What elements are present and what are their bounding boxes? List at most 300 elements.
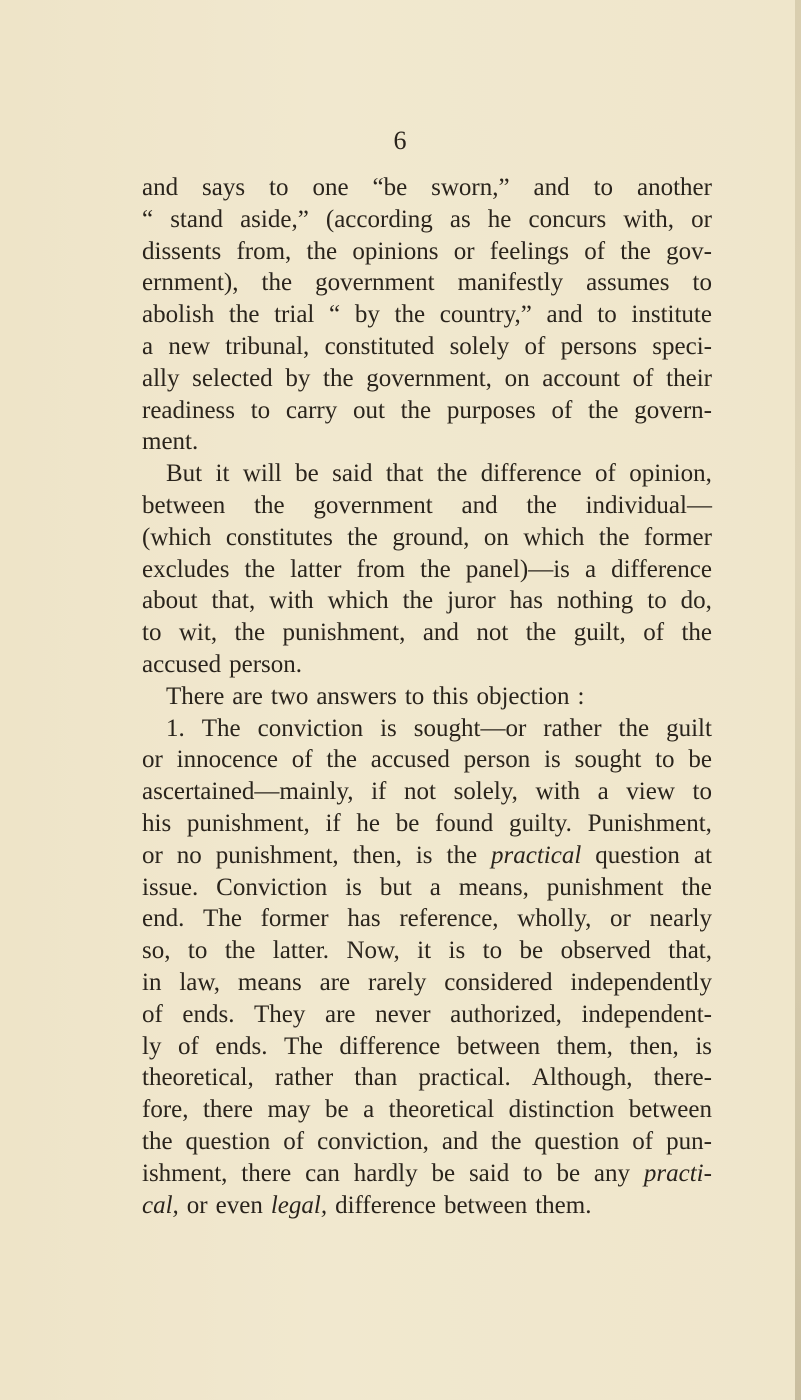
word: the bbox=[228, 301, 260, 329]
word: of bbox=[584, 237, 606, 265]
word: punishment bbox=[546, 873, 664, 901]
word: there- bbox=[653, 1064, 712, 1092]
text-line bbox=[142, 776, 712, 808]
word: punishment, bbox=[282, 619, 406, 647]
text-line bbox=[142, 172, 712, 204]
word: them. bbox=[535, 1191, 592, 1219]
word: the bbox=[142, 1127, 173, 1155]
word: dissents bbox=[142, 237, 222, 265]
word: and bbox=[533, 174, 570, 201]
word: to bbox=[269, 174, 289, 201]
word: are bbox=[324, 1000, 356, 1028]
word: rarely bbox=[368, 968, 427, 996]
word: so, bbox=[142, 937, 171, 965]
word: the bbox=[436, 460, 468, 488]
word: never bbox=[375, 1000, 431, 1028]
text-line bbox=[142, 490, 712, 522]
word: be bbox=[556, 1159, 581, 1187]
word: issue. bbox=[142, 873, 199, 901]
text-line bbox=[142, 554, 712, 586]
word: new bbox=[168, 332, 211, 360]
word: law, bbox=[179, 968, 221, 996]
word: be bbox=[324, 1096, 349, 1124]
word: purposes bbox=[446, 396, 536, 424]
text-line bbox=[142, 204, 712, 236]
word: may bbox=[267, 1096, 311, 1124]
word: a bbox=[597, 778, 609, 806]
word: opinions bbox=[352, 237, 439, 265]
word: (which bbox=[142, 523, 212, 551]
word: between bbox=[628, 1096, 712, 1124]
word: accused bbox=[370, 746, 450, 774]
word: pun- bbox=[666, 1127, 712, 1155]
word: than bbox=[354, 1064, 398, 1092]
word: the bbox=[306, 237, 338, 265]
word: punishment, bbox=[215, 841, 339, 869]
word: the bbox=[323, 364, 354, 392]
word: punishment, bbox=[186, 809, 310, 837]
word: is bbox=[544, 746, 561, 774]
word: solely, bbox=[453, 778, 518, 806]
word: their bbox=[666, 364, 712, 392]
word: theoretical bbox=[388, 1096, 495, 1124]
word: independent- bbox=[581, 1000, 712, 1028]
word: and bbox=[441, 1127, 478, 1155]
word: “be bbox=[372, 174, 408, 201]
word: ishment, bbox=[142, 1159, 228, 1187]
word: which bbox=[327, 587, 389, 615]
word: not bbox=[404, 778, 436, 806]
word: hardly bbox=[353, 1159, 418, 1187]
word: cal, bbox=[142, 1191, 179, 1219]
word: the bbox=[420, 555, 451, 583]
word: speci- bbox=[652, 332, 712, 360]
word: government bbox=[313, 491, 433, 519]
word: But bbox=[166, 460, 203, 488]
word: be bbox=[395, 809, 420, 837]
word: government, bbox=[366, 364, 492, 392]
word: that, bbox=[211, 587, 256, 615]
word: practical bbox=[491, 841, 582, 869]
word: be bbox=[519, 937, 544, 965]
word: the bbox=[326, 746, 357, 774]
word: is bbox=[415, 841, 433, 869]
word: as bbox=[449, 205, 471, 233]
word: excludes bbox=[142, 555, 230, 583]
word: practi- bbox=[643, 1159, 712, 1187]
word: or bbox=[142, 746, 163, 774]
word: accused bbox=[142, 650, 222, 678]
word: about bbox=[142, 587, 198, 615]
word: country,” bbox=[439, 301, 532, 329]
word: of bbox=[643, 619, 665, 647]
word: constituted bbox=[324, 332, 435, 360]
word: to bbox=[142, 619, 162, 647]
word: be bbox=[688, 746, 712, 774]
word: of bbox=[291, 746, 313, 774]
word: selected bbox=[192, 364, 273, 392]
word: the bbox=[681, 619, 712, 647]
word: be bbox=[295, 460, 319, 488]
word: found bbox=[434, 809, 494, 837]
word: guilt, bbox=[573, 619, 626, 647]
word: person bbox=[463, 746, 531, 774]
word: between bbox=[456, 1032, 541, 1060]
word: feelings bbox=[489, 237, 569, 265]
word: the bbox=[620, 237, 651, 265]
word: out bbox=[352, 396, 385, 424]
word: is bbox=[345, 873, 362, 901]
word: Although, bbox=[531, 1064, 633, 1092]
text-line bbox=[142, 1190, 712, 1222]
word: the bbox=[446, 841, 478, 869]
word: opinion, bbox=[629, 460, 712, 488]
word: former bbox=[643, 523, 712, 551]
word: says bbox=[202, 174, 246, 201]
word: ground, bbox=[392, 523, 470, 551]
word: the bbox=[244, 555, 276, 583]
word: of bbox=[524, 332, 546, 360]
word: are bbox=[319, 968, 351, 996]
word: wholly, bbox=[517, 905, 592, 933]
word: former bbox=[260, 905, 329, 933]
word: : bbox=[577, 682, 585, 710]
word: even bbox=[215, 1191, 263, 1219]
word: in bbox=[142, 968, 162, 996]
word: 1. bbox=[166, 714, 185, 742]
word: objection bbox=[476, 682, 570, 710]
word: sworn,” bbox=[431, 174, 510, 201]
word: assumes bbox=[586, 269, 670, 297]
word: he bbox=[487, 205, 512, 233]
word: juror bbox=[447, 587, 496, 615]
word: one bbox=[312, 174, 349, 201]
word: end. bbox=[142, 905, 185, 933]
word: which bbox=[523, 523, 585, 551]
word: guilty. bbox=[508, 809, 572, 837]
text-line bbox=[142, 1126, 712, 1158]
text-line bbox=[142, 649, 712, 681]
word: the bbox=[598, 523, 630, 551]
word: legal, bbox=[270, 1191, 328, 1219]
word: constitutes bbox=[225, 523, 333, 551]
text-line bbox=[142, 585, 712, 617]
word: of bbox=[178, 1032, 199, 1060]
word: or bbox=[142, 841, 163, 869]
word: but bbox=[379, 873, 412, 901]
word: or bbox=[691, 205, 712, 233]
word: panel)—is bbox=[465, 555, 570, 583]
word: view bbox=[626, 778, 675, 806]
text-line bbox=[142, 1062, 712, 1094]
word: the bbox=[618, 714, 650, 742]
word: stand bbox=[170, 205, 223, 233]
word: do, bbox=[680, 587, 712, 615]
text-line bbox=[142, 1031, 712, 1063]
word: said bbox=[468, 1159, 510, 1187]
word: with, bbox=[623, 205, 675, 233]
word: account bbox=[542, 364, 620, 392]
word: distinction bbox=[508, 1096, 615, 1124]
word: with bbox=[535, 778, 580, 806]
text-line bbox=[142, 617, 712, 649]
word: there bbox=[202, 1096, 253, 1124]
word: innocence bbox=[176, 746, 278, 774]
text-line bbox=[142, 967, 712, 999]
word: Now, bbox=[346, 937, 400, 965]
word: Conviction bbox=[216, 873, 328, 901]
word: to bbox=[482, 937, 503, 965]
page-edge bbox=[795, 0, 801, 1400]
word: or bbox=[453, 237, 475, 265]
word: the bbox=[587, 396, 619, 424]
word: then, bbox=[352, 841, 402, 869]
text-line bbox=[142, 395, 712, 427]
word: to bbox=[523, 1159, 543, 1187]
word: independently bbox=[570, 968, 712, 996]
word: ends. bbox=[215, 1032, 268, 1060]
word: concurs bbox=[528, 205, 607, 233]
word: if bbox=[325, 809, 341, 837]
text-line bbox=[142, 363, 712, 395]
word: considered bbox=[444, 968, 553, 996]
word: “ bbox=[142, 205, 154, 233]
word: ernment), bbox=[142, 269, 239, 297]
text-line bbox=[142, 840, 712, 872]
word: is bbox=[695, 1032, 712, 1060]
word: question bbox=[185, 1127, 271, 1155]
word: observed bbox=[560, 937, 651, 965]
word: and bbox=[461, 491, 498, 519]
word: means, bbox=[458, 873, 529, 901]
word: aside,” bbox=[240, 205, 309, 233]
word: not bbox=[476, 619, 509, 647]
word: nothing bbox=[556, 587, 634, 615]
text-line bbox=[142, 1094, 712, 1126]
word: (according bbox=[325, 205, 433, 233]
word: it bbox=[215, 460, 230, 488]
word: institute bbox=[631, 301, 712, 329]
word: the bbox=[681, 873, 712, 901]
word: and bbox=[422, 619, 459, 647]
text-line bbox=[142, 999, 712, 1031]
word: two bbox=[270, 682, 309, 710]
word: the bbox=[224, 937, 256, 965]
word: the bbox=[394, 301, 426, 329]
word: between bbox=[142, 491, 226, 519]
word: the bbox=[261, 269, 293, 297]
word: to bbox=[655, 746, 675, 774]
word: has bbox=[347, 905, 381, 933]
word: difference bbox=[480, 460, 582, 488]
word: They bbox=[254, 1000, 306, 1028]
text-line bbox=[142, 1158, 712, 1190]
word: practical. bbox=[418, 1064, 511, 1092]
word: by bbox=[285, 364, 311, 392]
word: question bbox=[534, 1127, 620, 1155]
word: Punishment, bbox=[587, 809, 712, 837]
word: conviction bbox=[257, 714, 364, 742]
word: gov- bbox=[666, 237, 712, 265]
text-line bbox=[142, 522, 712, 554]
word: his bbox=[142, 809, 172, 837]
text-line bbox=[142, 903, 712, 935]
text-line bbox=[142, 299, 712, 331]
word: and bbox=[142, 174, 179, 201]
word: the bbox=[400, 396, 432, 424]
word: is bbox=[380, 714, 397, 742]
word: between bbox=[443, 1191, 528, 1219]
word: to bbox=[187, 937, 208, 965]
word: at bbox=[693, 841, 712, 869]
word: sought bbox=[574, 746, 642, 774]
page-number: 6 bbox=[393, 126, 408, 155]
word: of bbox=[283, 1127, 305, 1155]
word: to bbox=[597, 301, 617, 329]
word: to bbox=[250, 396, 271, 424]
word: of bbox=[551, 396, 573, 424]
word: guilt bbox=[666, 714, 712, 742]
text-line bbox=[142, 681, 712, 713]
word: to bbox=[692, 269, 712, 297]
word: a bbox=[363, 1096, 375, 1124]
word: a bbox=[429, 873, 441, 901]
word: ment. bbox=[142, 428, 199, 456]
word: person. bbox=[229, 650, 303, 678]
word: the bbox=[402, 587, 434, 615]
text-line bbox=[142, 267, 712, 299]
word: the bbox=[490, 1127, 522, 1155]
word: to bbox=[647, 587, 667, 615]
word: this bbox=[432, 682, 469, 710]
word: them, bbox=[556, 1032, 613, 1060]
word: to bbox=[593, 174, 614, 201]
word: or bbox=[186, 1191, 208, 1219]
word: it bbox=[417, 937, 432, 965]
word: on bbox=[504, 364, 530, 392]
word: to bbox=[692, 778, 712, 806]
word: with bbox=[269, 587, 314, 615]
word: difference bbox=[611, 555, 712, 583]
word: “ bbox=[329, 301, 341, 329]
text-line bbox=[142, 935, 712, 967]
word: government bbox=[315, 269, 435, 297]
word: of bbox=[632, 364, 654, 392]
word: difference bbox=[335, 1191, 436, 1219]
word: then, bbox=[629, 1032, 679, 1060]
text-line bbox=[142, 713, 712, 745]
text-line bbox=[142, 872, 712, 904]
word: The bbox=[284, 1032, 323, 1060]
word: authorized, bbox=[450, 1000, 562, 1028]
word: ly bbox=[142, 1032, 162, 1060]
word: said bbox=[332, 460, 373, 488]
word: There bbox=[166, 682, 225, 710]
word: will bbox=[242, 460, 282, 488]
word: wit, bbox=[178, 619, 218, 647]
word: means bbox=[237, 968, 302, 996]
text-line bbox=[142, 426, 712, 458]
word: sought—or bbox=[413, 714, 527, 742]
word: persons bbox=[560, 332, 638, 360]
word: latter. bbox=[272, 937, 330, 965]
word: ascertained—mainly, bbox=[142, 778, 354, 806]
word: solely bbox=[449, 332, 510, 360]
word: rather bbox=[543, 714, 602, 742]
word: from bbox=[356, 555, 406, 583]
word: the bbox=[525, 619, 557, 647]
word: tribunal, bbox=[225, 332, 310, 360]
word: reference, bbox=[399, 905, 499, 933]
word: there bbox=[241, 1159, 292, 1187]
word: be bbox=[431, 1159, 456, 1187]
word: answers bbox=[316, 682, 397, 710]
word: the bbox=[234, 619, 266, 647]
word: a bbox=[142, 332, 154, 360]
word: to bbox=[404, 682, 425, 710]
word: and bbox=[546, 301, 583, 329]
word: conviction, bbox=[317, 1127, 429, 1155]
word: theoretical, bbox=[142, 1064, 254, 1092]
word: ally bbox=[142, 364, 180, 392]
text-line bbox=[142, 458, 712, 490]
body-text bbox=[142, 172, 712, 1221]
text-line bbox=[142, 331, 712, 363]
word: the bbox=[347, 523, 378, 551]
word: The bbox=[203, 905, 242, 933]
word: a bbox=[584, 555, 597, 583]
word: on bbox=[483, 523, 509, 551]
word: latter bbox=[290, 555, 342, 583]
word: question bbox=[595, 841, 680, 869]
word: nearly bbox=[649, 905, 712, 933]
word: difference bbox=[339, 1032, 441, 1060]
word: govern- bbox=[634, 396, 712, 424]
text-line bbox=[142, 236, 712, 268]
word: The bbox=[201, 714, 241, 742]
word: of bbox=[594, 460, 616, 488]
word: that, bbox=[668, 937, 712, 965]
word: any bbox=[593, 1159, 631, 1187]
word: ends. bbox=[182, 1000, 235, 1028]
word: no bbox=[176, 841, 202, 869]
word: he bbox=[356, 809, 381, 837]
word: or bbox=[610, 905, 631, 933]
word: the bbox=[254, 491, 285, 519]
word: that bbox=[385, 460, 424, 488]
word: manifestly bbox=[457, 269, 564, 297]
word: rather bbox=[274, 1064, 334, 1092]
word: from, bbox=[236, 237, 292, 265]
word: has bbox=[509, 587, 543, 615]
word: another bbox=[636, 174, 712, 201]
word: are bbox=[232, 682, 263, 710]
word: can bbox=[305, 1159, 340, 1187]
word: trial bbox=[274, 301, 315, 329]
word: individual— bbox=[585, 491, 712, 519]
word: abolish bbox=[142, 301, 215, 329]
word: carry bbox=[285, 396, 338, 424]
word: is bbox=[448, 937, 466, 965]
text-line bbox=[142, 808, 712, 840]
word: fore, bbox=[142, 1096, 189, 1124]
word: readiness bbox=[142, 396, 236, 424]
word: by bbox=[354, 301, 380, 329]
word: of bbox=[142, 1000, 163, 1028]
word: of bbox=[632, 1127, 654, 1155]
word: the bbox=[526, 491, 557, 519]
text-line bbox=[142, 744, 712, 776]
